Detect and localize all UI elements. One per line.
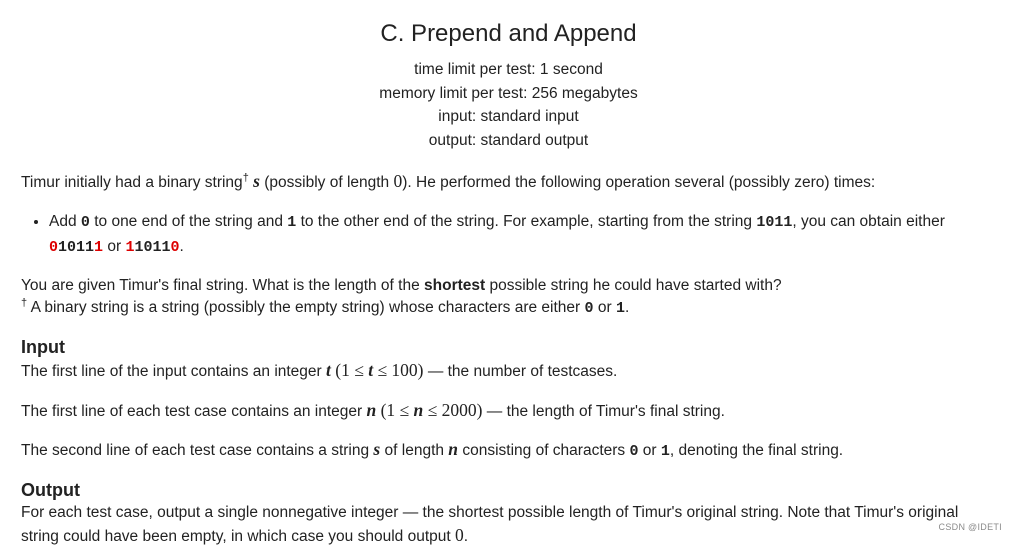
input-paragraph-2: The first line of each test case contains an integer n (1 ≤ n ≤ 2000) — the length of Timur's final string.	[21, 400, 725, 420]
input-paragraph-1: The first line of the input contains an integer t (1 ≤ t ≤ 100) — the number of testcases.	[21, 360, 618, 380]
operation-list	[21, 210, 996, 260]
output-spec: output: standard output	[428, 131, 589, 149]
code-zero: 0	[584, 300, 594, 317]
watermark: CSDN @IDETI	[938, 522, 1002, 532]
var-n: n	[366, 400, 377, 420]
example-string-1: 010111	[49, 239, 104, 256]
problem-statement	[21, 0, 996, 548]
problem-header	[21, 20, 996, 152]
limits-block	[21, 58, 996, 152]
var-s: s	[373, 439, 381, 459]
output-paragraph: For each test case, output a single nonnegative integer — the shortest possible length of Timur's original string. Note that Timur's original string could have been empty, in which case you should output 0.	[21, 504, 959, 545]
var-t: t	[326, 360, 331, 380]
code-zero: 0	[80, 214, 90, 231]
code-one: 1	[660, 443, 670, 460]
var-s: s	[253, 171, 260, 191]
statement-paragraph-1: Timur initially had a binary string† s (possibly of length 0). He performed the following operation several (possibly zero) times:	[21, 171, 876, 191]
footnote: † A binary string is a string (possibly the empty string) whose characters are either 0 or 1.	[21, 297, 630, 317]
footnote-dagger: †	[21, 297, 28, 309]
math-zero: 0	[454, 525, 464, 545]
memory-limit: memory limit per test: 256 megabytes	[379, 84, 638, 102]
var-n: n	[448, 439, 459, 459]
code-source-string: 1011	[756, 214, 793, 231]
output-section-title: Output	[21, 480, 80, 500]
input-spec: input: standard input	[438, 108, 579, 125]
example-string-2: 110110	[125, 239, 180, 256]
input-paragraph-3: The second line of each test case contains a string s of length n consisting of characters 0 or 1, denoting the final string.	[21, 439, 844, 460]
code-one: 1	[615, 300, 625, 317]
footnote-marker: †	[242, 172, 249, 184]
math-zero: 0	[393, 171, 403, 191]
problem-title: C. Prepend and Append	[380, 20, 637, 47]
code-zero: 0	[629, 443, 639, 460]
input-section-title: Input	[21, 337, 65, 357]
code-one: 1	[287, 214, 297, 231]
emphasis-shortest: shortest	[424, 277, 486, 294]
statement-paragraph-2: You are given Timur's final string. What is the length of the shortest possible string he could have started with?	[21, 277, 782, 294]
operation-item: • Add 0 to one end of the string and 1 to the other end of the string. For example, starting from the string 1011, you can obtain either 010111 or 110110.	[49, 210, 996, 260]
time-limit: time limit per test: 1 second	[414, 61, 603, 78]
